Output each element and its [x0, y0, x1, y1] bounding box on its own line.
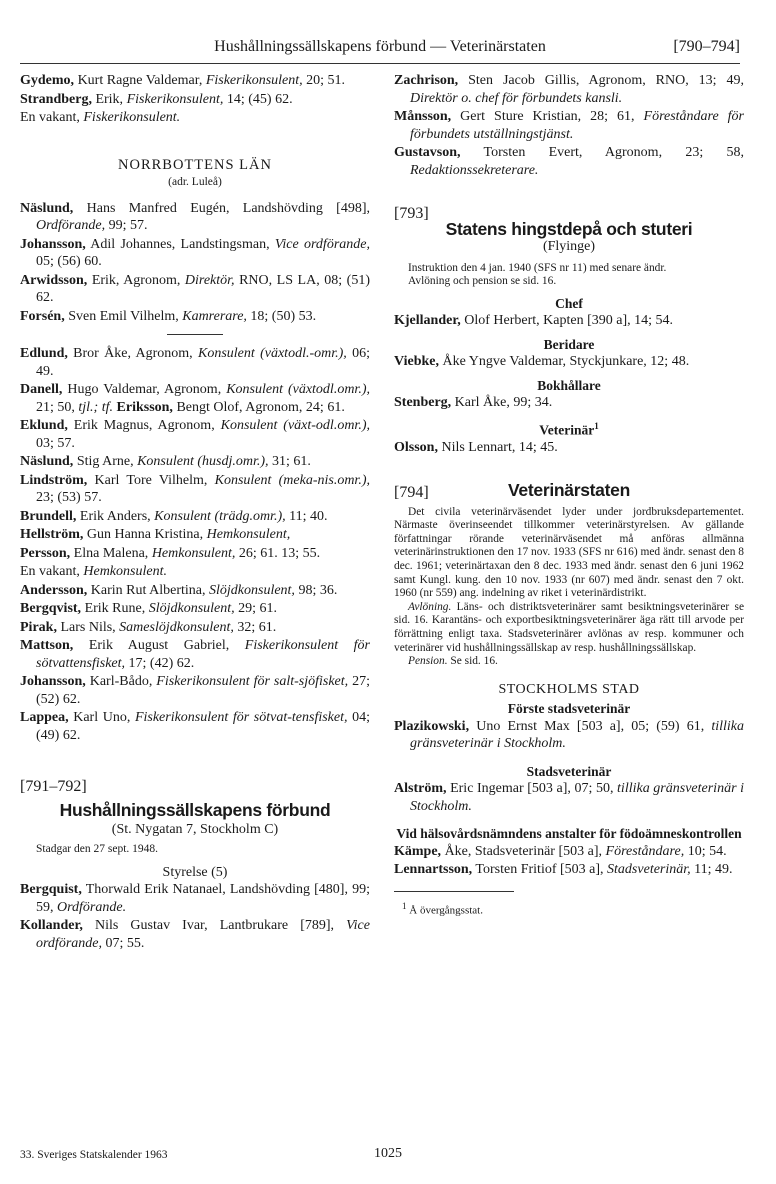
list-item: Zachrison, Sten Jacob Gillis, Agronom, RNO, 13; 49, Direktör o. chef för förbundets kansli.: [394, 73, 744, 106]
section-statutes: Stadgar den 27 sept. 1948.: [36, 842, 159, 855]
footnote-divider: [394, 891, 514, 892]
region-address: (adr. Luleå): [168, 176, 222, 188]
list-item: Gustavson, Torsten Evert, Agronom, 23; 58, Redaktionssekreterare.: [394, 145, 744, 178]
list-item: Edlund, Bror Åke, Agronom, Konsulent (växtodl.-omr.), 06; 49.: [20, 346, 370, 379]
list-item: Mattson, Erik August Gabriel, Fiskerikonsulent för sötvattensfisket, 17; (42) 62.: [20, 638, 370, 671]
group-heading: Stadsveterinär: [526, 763, 612, 779]
list-item: Strandberg, Erik, Fiskerikonsulent, 14; (45) 62.: [20, 91, 293, 107]
list-item: Brundell, Erik Anders, Konsulent (trädg.omr.), 11; 40.: [20, 508, 328, 524]
list-item: Kollander, Nils Gustav Ivar, Lantbrukare [789], Vice ordförande, 07; 55.: [20, 918, 370, 951]
list-item: Persson, Elna Malena, Hemkonsulent, 26; 61. 13; 55.: [20, 545, 321, 561]
region-entries: [20, 200, 370, 326]
section-divider: [167, 334, 223, 335]
header-title: Hushållningssällskapens förbund — Veterinärstaten: [214, 38, 546, 55]
instruction-text: Instruktion den 4 jan. 1940 (SFS nr 11) med senare ändr.: [408, 261, 667, 274]
board-heading: Styrelse (5): [162, 864, 228, 880]
list-item: Danell, Hugo Valdemar, Agronom, Konsulent (växtodl.omr.), 21; 50, tjl.; tf. Eriksson, Bengt Olof, Agronom, 24; 61.: [20, 382, 370, 415]
pension-paragraph: Pension. Se sid. 16.: [408, 655, 498, 668]
right-top-entries: [394, 72, 744, 179]
left-top-entries: [20, 72, 370, 127]
list-item: Alström, Eric Ingemar [503 a], 07; 50, tillika gränsveterinär i Stockholm.: [394, 781, 744, 814]
section-number: [791–792]: [20, 778, 87, 795]
list-item: Eklund, Erik Magnus, Agronom, Konsulent (växt-odl.omr.), 03; 57.: [20, 418, 370, 451]
group-heading: Veterinär$^1$: [539, 420, 599, 438]
list-item: Andersson, Karin Rut Albertina, Slöjdkonsulent, 98; 36.: [20, 582, 338, 598]
list-item: Johansson, Adil Johannes, Landstingsman, Vice ordförande, 05; (56) 60.: [20, 236, 370, 269]
footer-publication: 33. Sveriges Statskalender 1963: [20, 1149, 168, 1161]
running-header: [20, 38, 740, 62]
header-divider: [20, 63, 740, 64]
right-column: [394, 72, 744, 920]
list-item: Arwidsson, Erik, Agronom, Direktör, RNO, LS LA, 08; (51) 62.: [20, 272, 370, 305]
list-item: Bergqvist, Erik Rune, Slöjdkonsulent, 29; 61.: [20, 601, 278, 616]
salary-text: Avlöning och pension se sid. 16.: [408, 275, 557, 288]
list-item: Forsén, Sven Emil Vilhelm, Kamrerare, 18; (50) 53.: [20, 308, 317, 324]
list-item: Olsson, Nils Lennart, 14; 45.: [394, 439, 558, 455]
left-column: [20, 72, 370, 953]
section-place: (Flyinge): [542, 239, 596, 254]
list-item: Kämpe, Åke, Stadsveterinär [503 a], Föreståndare, 10; 54.: [394, 843, 727, 859]
list-item: Näslund, Stig Arne, Konsulent (husdj.omr.), 31; 61.: [20, 454, 311, 469]
section-794: [394, 482, 744, 920]
section-793: [394, 205, 744, 456]
list-item: Lennartsson, Torsten Fritiof [503 a], Stadsveterinär, 11; 49.: [394, 862, 733, 878]
list-item: Kjellander, Olof Herbert, Kapten [390 a], 14; 54.: [394, 313, 674, 329]
list-item: Månsson, Gert Sture Kristian, 28; 61, Föreståndare för förbundets utställningstjänst.: [394, 109, 745, 142]
list-item: Lindström, Karl Tore Vilhelm, Konsulent (meka-nis.omr.), 23; (53) 57.: [20, 472, 370, 505]
section-791-792: [20, 778, 370, 952]
section-address: (St. Nygatan 7, Stockholm C): [111, 822, 279, 837]
group-heading: Förste stadsveterinär: [507, 701, 631, 717]
list-item: Näslund, Hans Manfred Eugén, Landshövding [498], Ordförande, 99; 57.: [20, 200, 370, 233]
footnote: $^1$ Å övergångsstat.: [402, 900, 483, 917]
list-item: Johansson, Karl-Bådo, Fiskerikonsulent för salt-sjöfisket, 27; (52) 62.: [20, 674, 371, 707]
region-heading: NORRBOTTENS LÄN: [118, 156, 272, 173]
staff-entries: [20, 345, 370, 744]
group-heading: Beridare: [543, 336, 595, 352]
section-number: [793]: [394, 205, 429, 222]
city-heading: STOCKHOLMS STAD: [498, 681, 640, 697]
intro-paragraph: Det civila veterinärväsendet lyder under jordbruksdepartementet. Närmaste överinseendet tillkommer veterinärstyrelsen. Av gällande författningar rörande veterinärväsendet må anföras allmänna veterinärinstruktionen den 17 nov. 1933 (SFS nr 616) med ändr. senast den 8 dec. 1961; veterinärtaxan den 8 dec. 1933 med ändr. senast den 6 juni 1962 samt Kungl. kung. den 10 nov. 1933 (nr 607) med ändr. senast den 7 okt. 1960 (nr 559) ang. indelning av riket i veterinärdistrikt.: [394, 505, 744, 600]
section-number: [794]: [394, 484, 429, 502]
group-heading: Bokhållare: [537, 377, 601, 393]
page-number: 1025: [374, 1146, 402, 1161]
list-item: Bergquist, Thorwald Erik Natanael, Landshövding [480], 99; 59, Ordförande.: [20, 882, 370, 915]
list-item: Plazikowski, Uno Ernst Max [503 a], 05; (59) 61, tillika gränsveterinär i Stockholm.: [394, 718, 744, 752]
list-item: Pirak, Lars Nils, Sameslöjdkonsulent, 32; 61.: [20, 619, 277, 635]
group-heading: Chef: [555, 295, 583, 311]
section-title: Hushållningssällskapens förbund: [59, 799, 331, 820]
group-heading: Vid hälsovårdsnämndens anstalter för födoämneskontrollen: [396, 826, 742, 842]
header-page-range: [790–794]: [673, 38, 740, 55]
section-title: Statens hingstdepå och stuteri: [445, 218, 693, 239]
list-item: Stenberg, Karl Åke, 99; 34.: [394, 395, 553, 411]
salary-paragraph: Avlöning. Läns- och distriktsveterinärer samt besiktningsveterinärer se sid. 16. Karantäns- och exportbesiktningsveterinärer äga rätt till arvode per förrättning enligt taxa. Stadsveterinärer avlönas av resp. kommuner och veterinärer vid hushållningssällskap av resp. hushållningssällskap.: [394, 600, 744, 654]
list-item: En vakant, Fiskerikonsulent.: [20, 110, 181, 125]
list-item: Lappea, Karl Uno, Fiskerikonsulent för sötvat-tensfisket, 04; (49) 62.: [20, 710, 370, 743]
list-item: Viebke, Åke Yngve Valdemar, Styckjunkare, 12; 48.: [394, 354, 690, 370]
list-item: Hellström, Gun Hanna Kristina, Hemkonsulent,: [20, 527, 291, 542]
list-item: Gydemo, Kurt Ragne Valdemar, Fiskerikonsulent, 20; 51.: [20, 73, 346, 88]
list-item: En vakant, Hemkonsulent.: [20, 564, 167, 579]
section-title: Veterinärstaten: [508, 480, 630, 501]
